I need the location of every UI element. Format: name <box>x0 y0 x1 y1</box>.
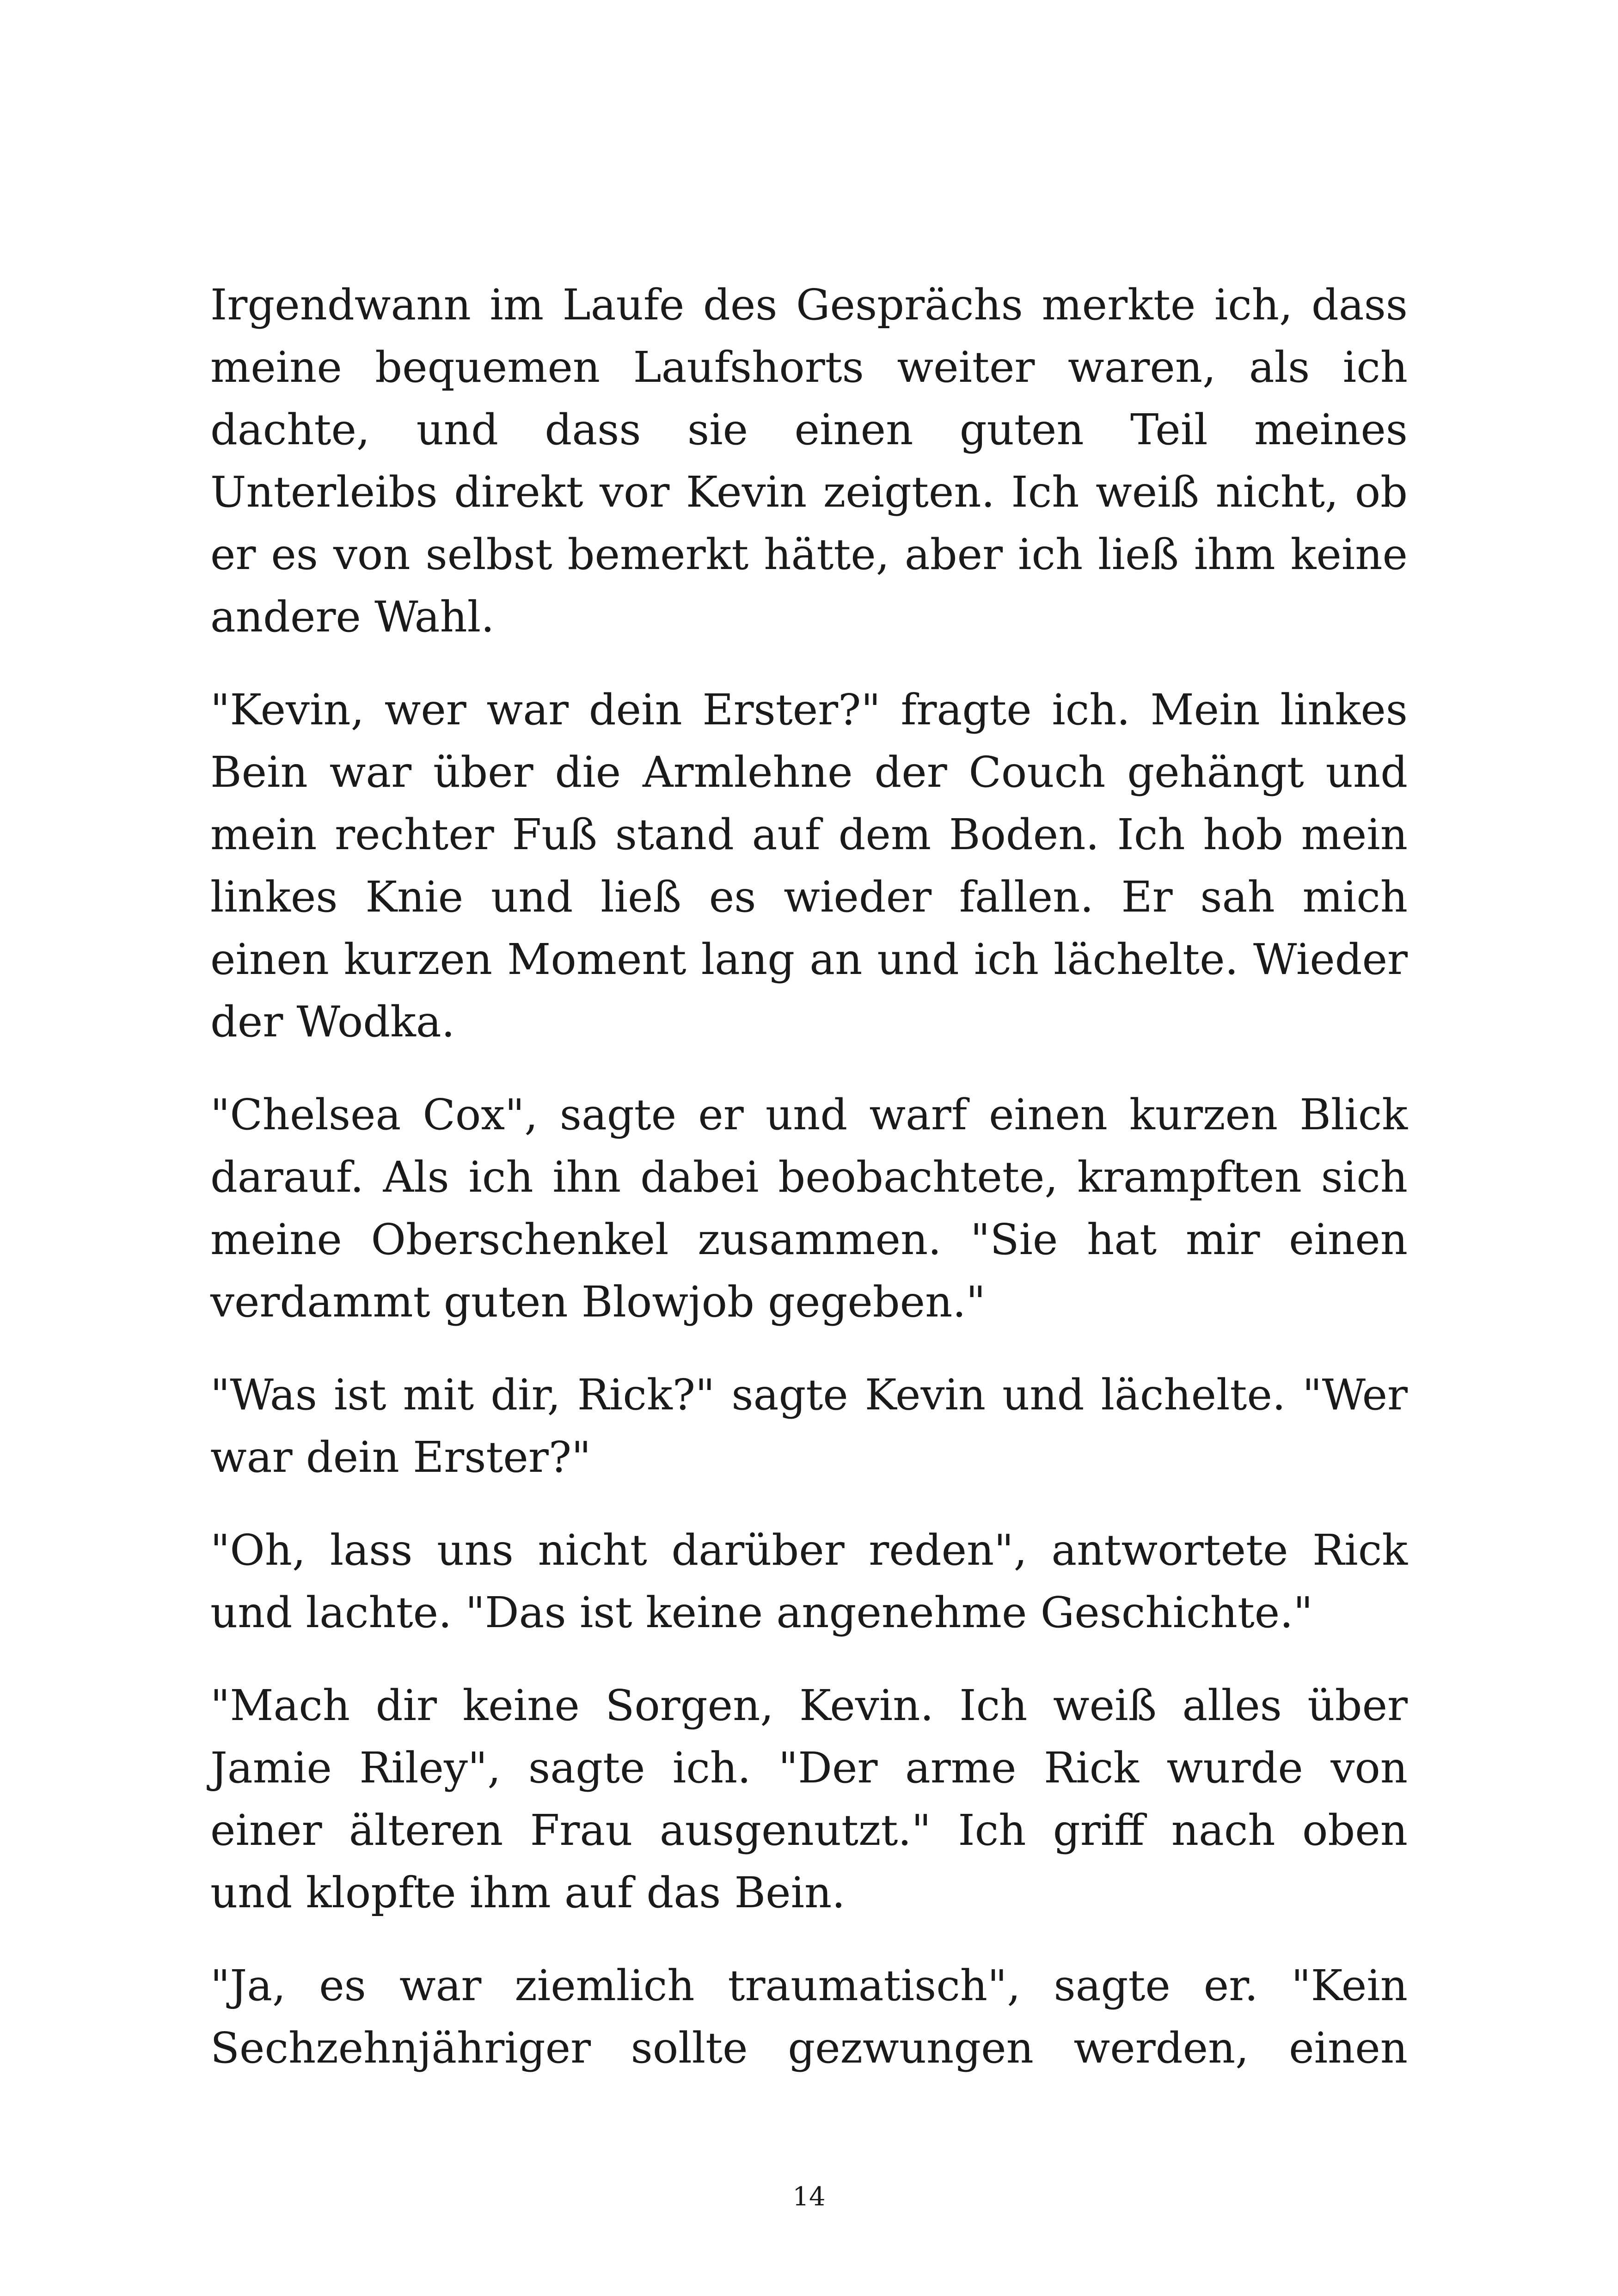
paragraph: "Oh, lass uns nicht darüber reden", antwortete Rick und lachte. "Das ist keine angenehme Geschichte." <box>210 1525 1408 1637</box>
paragraph: Irgendwann im Laufe des Gesprächs merkte ich, dass meine bequemen Laufshorts weiter waren, als ich dachte, und dass sie einen guten Teil meines Unterleibs direkt vor Kevin zeigten. Ich weiß nicht, ob er es von selbst bemerkt hätte, aber ich ließ ihm keine andere Wahl. <box>210 280 1408 642</box>
paragraph: "Chelsea Cox", sagte er und warf einen kurzen Blick darauf. Als ich ihn dabei beobachtete, krampften sich meine Oberschenkel zusammen. "Sie hat mir einen verdammt guten Blowjob gegeben." <box>210 1090 1408 1327</box>
paragraph-continued: "Ja, es war ziemlich traumatisch", sagte er. "Kein Sechzehnjähriger sollte gezwungen werden, einen <box>210 1961 1408 2073</box>
page-number: 14 <box>792 2182 826 2212</box>
paragraph: "Kevin, wer war dein Erster?" fragte ich. Mein linkes Bein war über die Armlehne der Couch gehängt und mein rechter Fuß stand auf dem Boden. Ich hob mein linkes Knie und ließ es wieder fallen. Er sah mich einen kurzen Moment lang an und ich lächelte. Wieder der Wodka. <box>210 685 1408 1047</box>
paragraph: "Mach dir keine Sorgen, Kevin. Ich weiß alles über Jamie Riley", sagte ich. "Der arme Rick wurde von einer älteren Frau ausgenutzt." Ich griff nach oben und klopfte ihm auf das Bein. <box>210 1681 1408 1917</box>
paragraph: "Was ist mit dir, Rick?" sagte Kevin und lächelte. "Wer war dein Erster?" <box>210 1370 1408 1482</box>
body-text <box>210 274 1408 2079</box>
